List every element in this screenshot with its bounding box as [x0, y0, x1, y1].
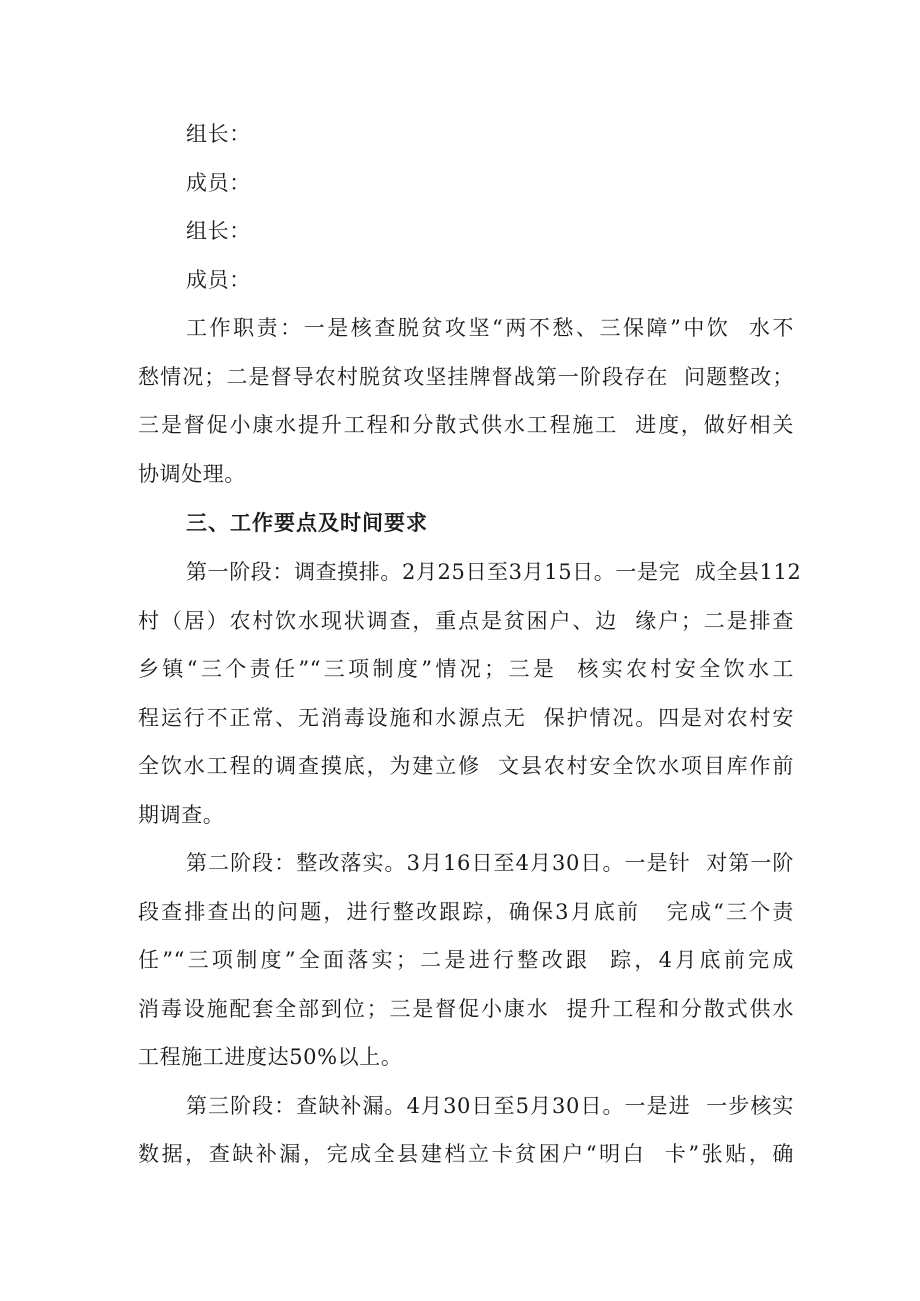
team-a-leader: 组长：	[186, 122, 251, 146]
team-b-leader: 组长：	[186, 219, 251, 243]
duties-line: 工作职责：一是核查脱贫攻坚“两不愁、三保障”中饮 水不	[186, 316, 794, 340]
phase2-line: 段查排查出的问题，进行整改跟踪，确保3月底前 完成“三个责	[138, 899, 794, 924]
phase1-line: 村（居）农村饮水现状调查，重点是贫困户、边 缘户；二是排查	[138, 608, 794, 633]
phase1-line: 乡镇“三个责任”“三项制度”情况；三是 核实农村安全饮水工	[138, 657, 794, 681]
phase3-line: 第三阶段：查缺补漏。4月30日至5月30日。一是进 一步核实	[186, 1093, 794, 1118]
phase1-line: 期调查。	[138, 802, 225, 827]
duties-line: 协调处理。	[138, 461, 246, 486]
team-a-members: 成员：	[186, 170, 251, 195]
phase3-line: 数据，查缺补漏，完成全县建档立卡贫困户“明白 卡”张贴，确	[138, 1142, 794, 1166]
phase2-line: 工程施工进度达50%以上。	[138, 1045, 403, 1069]
duties-paragraph	[138, 304, 794, 498]
phase2-line: 任”“三项制度”全面落实；二是进行整改跟 踪，4月底前完成	[138, 948, 794, 972]
duties-line: 三是督促小康水提升工程和分散式供水工程施工 进度，做好相关	[138, 413, 794, 437]
phase1-paragraph	[138, 548, 802, 839]
phase1-line: 第一阶段：调查摸排。2月25日至3月15日。一是完 成全县112	[186, 560, 802, 584]
section-heading: 三、工作要点及时间要求	[186, 511, 428, 535]
phase2-paragraph	[138, 839, 794, 1082]
phase2-line: 消毒设施配套全部到位；三是督促小康水 提升工程和分散式供水	[138, 996, 794, 1021]
phase1-line: 全饮水工程的调查摸底，为建立修 文县农村安全饮水项目库作前	[138, 754, 794, 778]
document-page	[138, 110, 802, 1179]
team-b-members: 成员：	[186, 267, 251, 292]
phase3-paragraph	[138, 1082, 794, 1179]
phase1-line: 程运行不正常、无消毒设施和水源点无 保护情况。四是对农村安	[138, 705, 794, 730]
phase2-line: 第二阶段：整改落实。3月16日至4月30日。一是针 对第一阶	[186, 851, 794, 875]
duties-line: 愁情况；二是督导农村脱贫攻坚挂牌督战第一阶段存在 问题整改；	[138, 364, 794, 389]
